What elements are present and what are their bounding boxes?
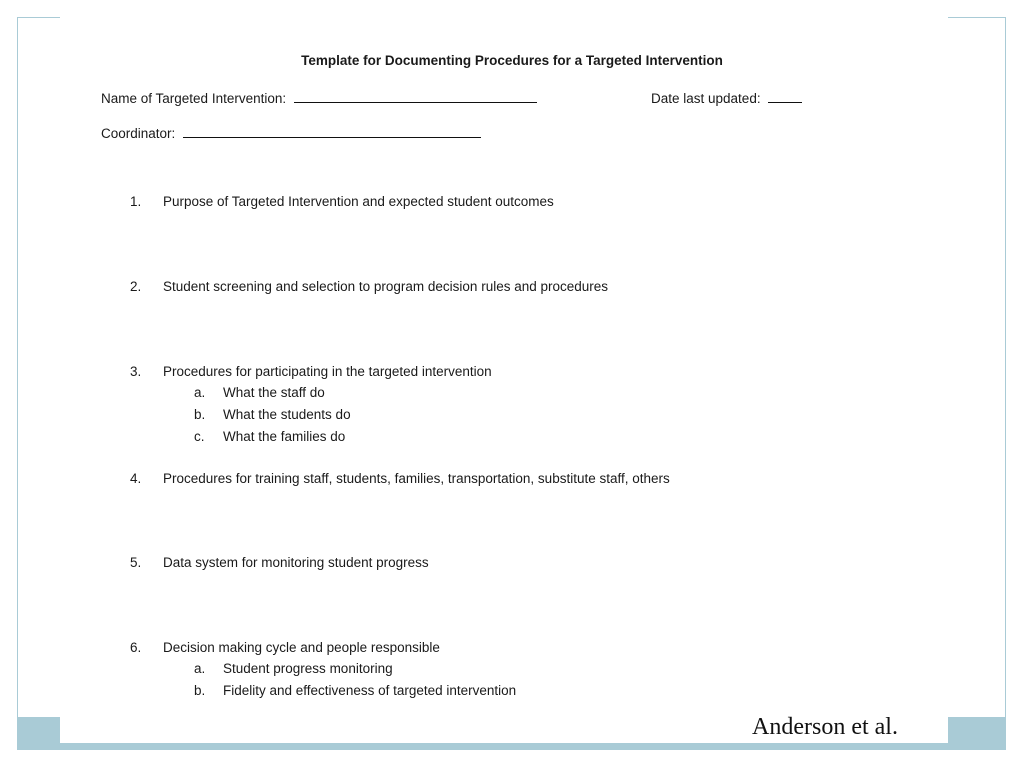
list-item-number: 1. — [130, 194, 142, 209]
date-blank-line[interactable] — [768, 89, 802, 103]
list-item-text: Data system for monitoring student progress — [163, 555, 429, 570]
list-item-number: 2. — [130, 279, 142, 294]
name-row — [101, 89, 537, 106]
list-item-number: 5. — [130, 555, 142, 570]
sub-item-letter: c. — [194, 429, 205, 444]
list-item-1 — [130, 194, 554, 209]
coordinator-blank-line[interactable] — [183, 124, 481, 138]
sub-item-letter: b. — [194, 407, 206, 422]
list-item-text: Procedures for participating in the targeted intervention — [163, 364, 492, 379]
document-title-row — [0, 53, 1024, 68]
sub-item-text: Fidelity and effectiveness of targeted intervention — [223, 683, 517, 698]
sub-item-letter: a. — [194, 385, 206, 400]
list-item-number: 6. — [130, 640, 142, 655]
list-item-number: 3. — [130, 364, 142, 379]
list-item-6 — [130, 640, 440, 655]
citation-text: Anderson et al. — [752, 714, 898, 740]
list-item-2 — [130, 279, 608, 294]
sub-item-6b — [194, 683, 516, 698]
list-item-text: Procedures for training staff, students, families, transportation, substitute staff, others — [163, 471, 670, 486]
list-item-text: Student screening and selection to program decision rules and procedures — [163, 279, 609, 294]
sub-item-text: What the students do — [223, 407, 351, 422]
sub-item-3c — [194, 429, 345, 444]
sub-item-text: What the staff do — [223, 385, 325, 400]
sub-item-letter: b. — [194, 683, 206, 698]
list-item-3 — [130, 364, 492, 379]
sub-item-3a — [194, 385, 325, 400]
date-label: Date last updated: — [651, 91, 761, 106]
sub-item-3b — [194, 407, 351, 422]
list-item-4 — [130, 471, 670, 486]
document-title: Template for Documenting Procedures for a Targeted Intervention — [301, 53, 723, 68]
coordinator-label: Coordinator: — [101, 126, 176, 141]
sub-item-text: What the families do — [223, 429, 346, 444]
sub-item-6a — [194, 661, 393, 676]
name-blank-line[interactable] — [294, 89, 537, 103]
coordinator-row — [101, 124, 481, 141]
name-label: Name of Targeted Intervention: — [101, 91, 287, 106]
sub-item-letter: a. — [194, 661, 206, 676]
sub-item-text: Student progress monitoring — [223, 661, 393, 676]
list-item-text: Decision making cycle and people responsible — [163, 640, 440, 655]
list-item-number: 4. — [130, 471, 142, 486]
list-item-text: Purpose of Targeted Intervention and expected student outcomes — [163, 194, 554, 209]
list-item-5 — [130, 555, 429, 570]
date-row — [651, 89, 802, 106]
